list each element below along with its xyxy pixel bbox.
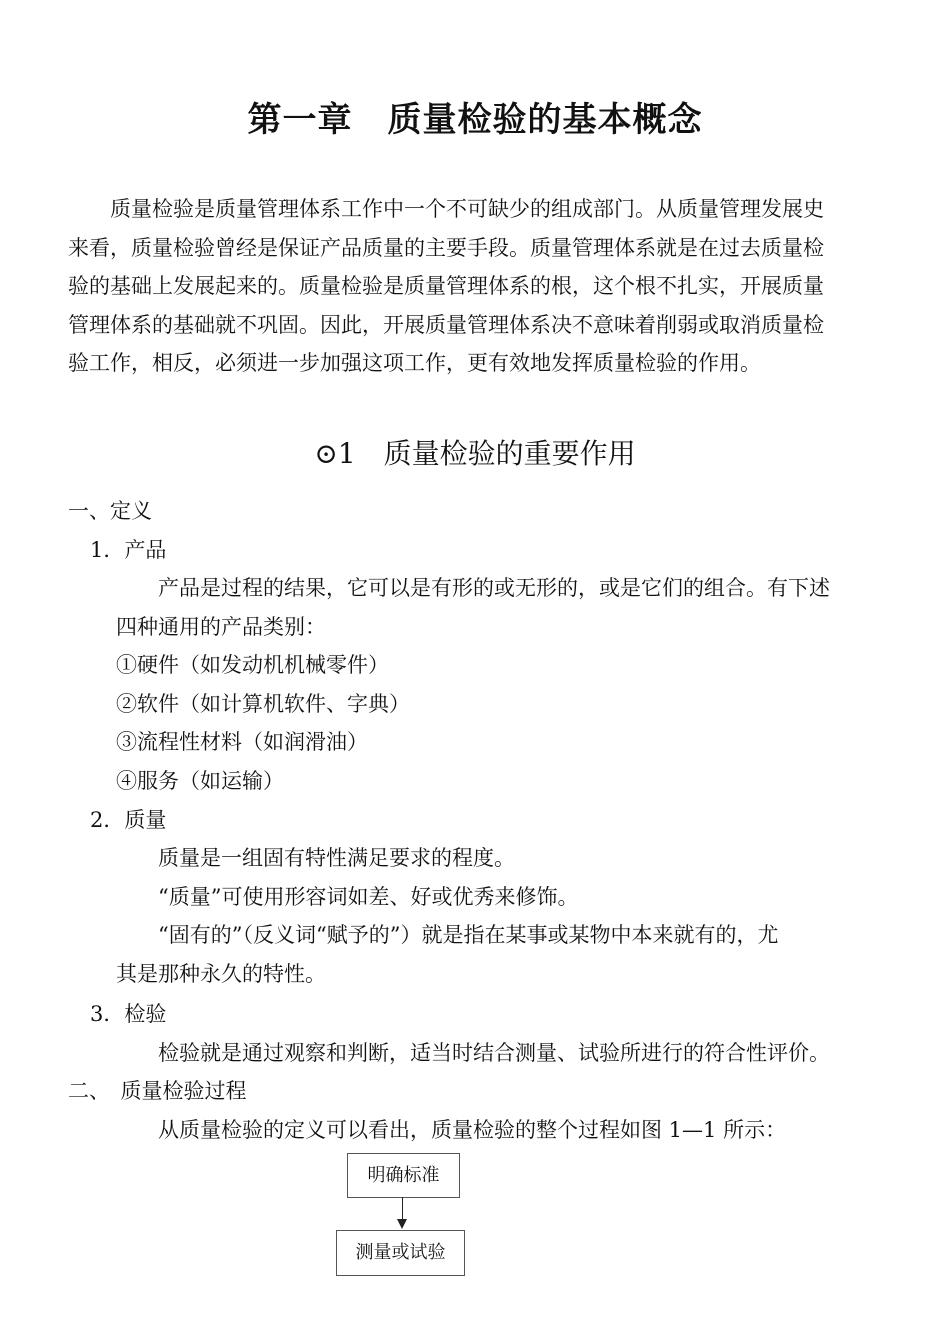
- quality-line-3: “固有的”（反义词“赋予的”）就是指在某事或某物中本来就有的，尤: [158, 923, 779, 947]
- list-item: ②软件（如计算机软件、字典）: [116, 692, 410, 716]
- flow-step-box: 明确标准: [347, 1153, 460, 1198]
- product-heading: 1．产品: [90, 538, 167, 562]
- flow-step-box: 测量或试验: [336, 1230, 465, 1276]
- part2-heading: 二、 质量检验过程: [68, 1079, 247, 1103]
- product-desc-line-1: 产品是过程的结果，它可以是有形的或无形的，或是它们的组合。有下述: [158, 576, 830, 600]
- list-item: ③流程性材料（如润滑油）: [116, 730, 368, 754]
- quality-line-4: 其是那种永久的特性。: [116, 962, 326, 986]
- quality-heading: 2．质量: [90, 808, 167, 832]
- inspection-line-1: 检验就是通过观察和判断，适当时结合测量、试验所进行的符合性评价。: [158, 1041, 830, 1065]
- list-item: ④服务（如运输）: [116, 769, 284, 793]
- quality-line-2: “质量”可使用形容词如差、好或优秀来修饰。: [158, 885, 579, 909]
- inspection-heading: 3．检验: [90, 1002, 167, 1026]
- list-item: ①硬件（如发动机机械零件）: [116, 653, 389, 677]
- part1-heading: 一、定义: [68, 499, 152, 523]
- part2-intro: 从质量检验的定义可以看出，质量检验的整个过程如图 1—1 所示：: [158, 1118, 787, 1142]
- intro-line-2: 来看，质量检验曾经是保证产品质量的主要手段。质量管理体系就是在过去质量检: [68, 236, 824, 260]
- intro-line-1: 质量检验是质量管理体系工作中一个不可缺少的组成部门。从质量管理发展史: [68, 197, 824, 221]
- intro-line-3: 验的基础上发展起来的。质量检验是质量管理体系的根，这个根不扎实，开展质量: [68, 274, 824, 298]
- intro-line-4: 管理体系的基础就不巩固。因此，开展质量管理体系决不意味着削弱或取消质量检: [68, 313, 824, 337]
- arrow-down-icon: [397, 1219, 407, 1229]
- section-heading: ⊙1 质量检验的重要作用: [314, 437, 636, 470]
- product-desc-line-2: 四种通用的产品类别：: [116, 615, 326, 639]
- intro-line-5: 验工作，相反，必须进一步加强这项工作，更有效地发挥质量检验的作用。: [68, 351, 761, 375]
- flow-arrow-line: [402, 1197, 403, 1221]
- chapter-title: 第一章 质量检验的基本概念: [247, 100, 703, 140]
- quality-line-1: 质量是一组固有特性满足要求的程度。: [158, 846, 515, 870]
